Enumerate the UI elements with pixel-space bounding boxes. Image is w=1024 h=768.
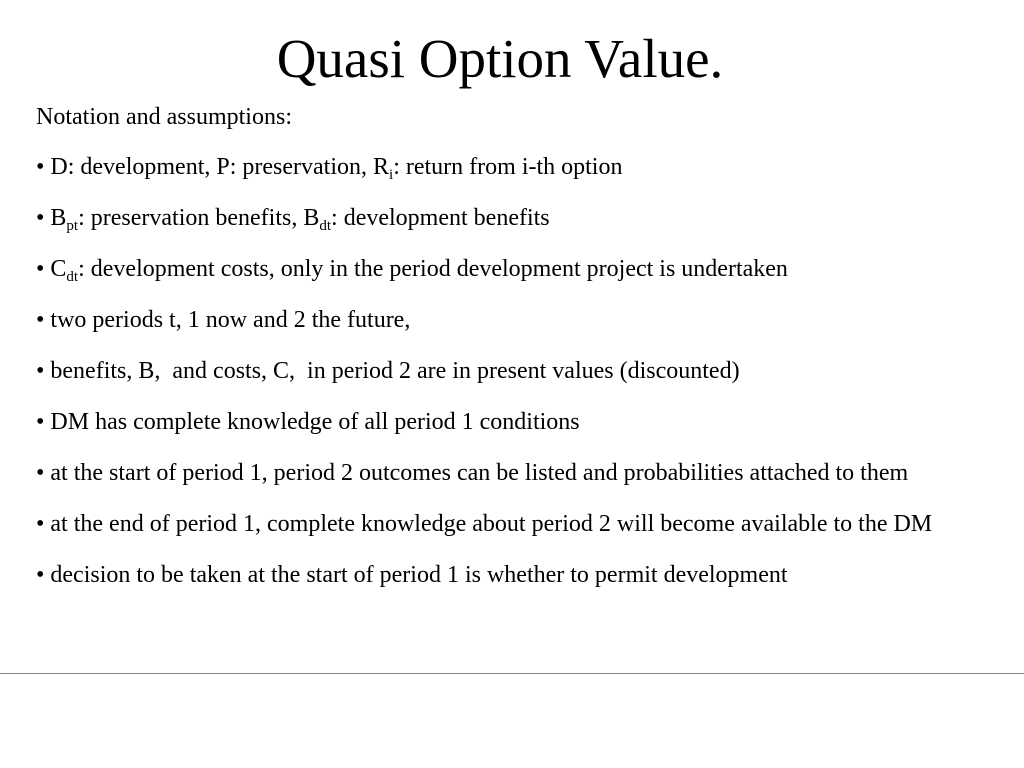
bullet-d-p-r [36,150,1016,184]
subscript: i [389,167,394,183]
bullet-marker: • [36,460,45,486]
slide-body [36,100,1016,609]
bullet-marker: • [36,562,45,588]
bullet-benefits [36,201,1016,235]
bullet-text: : return from i-th option [393,154,623,180]
bullet-text: C [50,256,67,282]
bullet-periods [36,303,1016,337]
bullet-decision [36,558,1016,592]
bullet-costs [36,252,1016,286]
bullet-text: benefits, B, and costs, C, in period 2 are in present values (discounted) [50,358,740,384]
subscript: dt [319,218,332,234]
notation-heading: Notation and assumptions: [36,104,292,130]
bullet-marker: • [36,307,45,333]
bullet-marker: • [36,256,45,282]
bullet-text: at the end of period 1, complete knowledge about period 2 will become available to the DM [50,511,933,537]
bullet-marker: • [36,409,45,435]
bullet-knowledge [36,405,1016,439]
subscript: dt [66,269,79,285]
bullet-outcomes [36,456,1016,490]
slide-title: Quasi Option Value. [276,28,724,89]
bullet-text: : development costs, only in the period development project is undertaken [78,256,788,282]
subscript: pt [66,218,79,234]
bullet-text: : development benefits [331,205,550,231]
bullet-marker: • [36,511,45,537]
bullet-marker: • [36,205,45,231]
bullet-present-values [36,354,1016,388]
bottom-divider [0,673,1024,674]
bullet-text: two periods t, 1 now and 2 the future, [50,307,411,333]
bullet-text: : preservation benefits, B [78,205,320,231]
bullet-text: decision to be taken at the start of period 1 is whether to permit development [50,562,788,588]
bullet-text: D: development, P: preservation, R [50,154,390,180]
bullet-text: B [50,205,67,231]
bullet-text: DM has complete knowledge of all period 1 conditions [50,409,580,435]
bullet-marker: • [36,358,45,384]
bullet-marker: • [36,154,45,180]
bullet-text: at the start of period 1, period 2 outcomes can be listed and probabilities attached to them [50,460,909,486]
bullet-end-period [36,507,1016,541]
